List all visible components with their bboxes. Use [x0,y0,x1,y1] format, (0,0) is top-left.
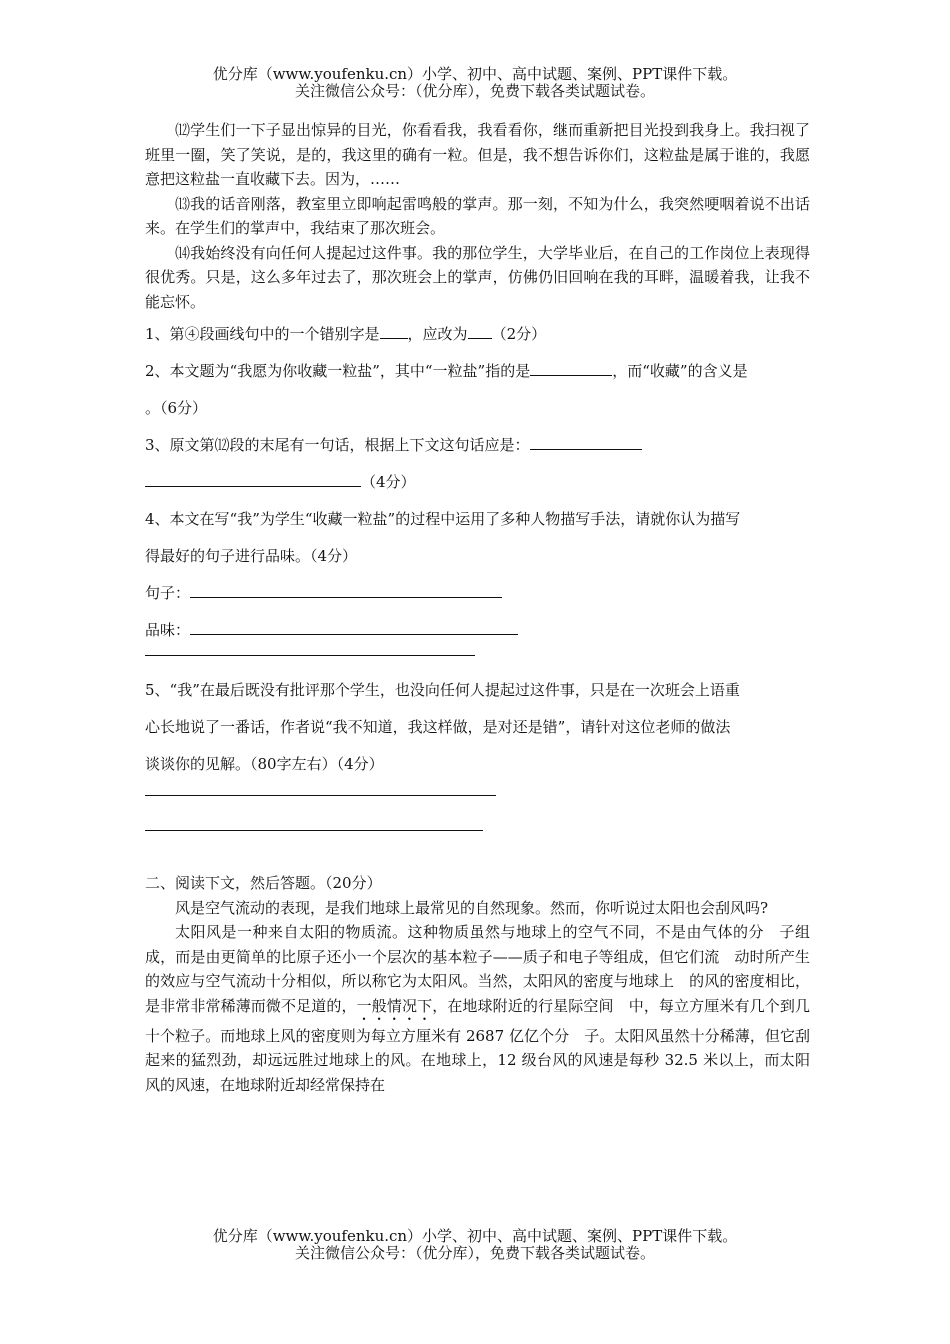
footer-line-2: 关注微信公众号：（优分库），免费下载各类试题试卷。 [294,1244,655,1262]
page-footer [0,1228,950,1262]
question-1-text-a: 1、第④段画线句中的一个错别字是 [145,325,380,343]
answer-blank-3b[interactable] [145,470,361,487]
section-2-paragraph-1: 风是空气流动的表现，是我们地球上最常见的自然现象。然而，你听说过太阳也会刮风吗? [175,898,769,917]
question-3 [145,427,810,501]
paragraph-14: ⒁我始终没有向任何人提起过这件事。我的那位学生，大学毕业后，在自己的工作岗位上表现得很优秀。只是，这么多年过去了，那次班会上的掌声，仿佛仍旧回响在我的耳畔，温暖着我，让我不能忘怀。 [145,243,810,311]
answer-blank-1b[interactable] [468,322,492,339]
footer-line-1: 优分库（www.youfenku.cn）小学、初中、高中试题、案例、PPT课件下载。 [212,1227,738,1245]
question-2-score: 。（6分） [145,399,208,417]
taste-answer-blank[interactable] [190,618,518,635]
paragraph-13: ⒀我的话音刚落，教室里立即响起雷鸣般的掌声。那一刻，不知为什么，我突然哽咽着说不出话来。在学生们的掌声中，我结束了那次班会。 [145,194,810,237]
question-5-text-a: 5、“我”在最后既没有批评那个学生，也没向任何人提起过这件事，只是在一次班会上语重 [145,681,740,699]
paragraph-12: ⑿学生们一下子显出惊异的目光，你看看我，我看看你，继而重新把目光投到我身上。我扫视了班里一圈，笑了笑说，是的，我这里的确有一粒。但是，我不想告诉你们，这粒盐是属于谁的，我愿意把这粒盐一直收藏下去。因为，…… [145,121,810,188]
question-4-text-a: 4、本文在写“我”为学生“收藏一粒盐”的过程中运用了多种人物描写手法，请就你认为描写 [145,510,741,528]
section-2-paragraph-2: 太阳风是一种来自太阳的物质流。这种物质虽然与地球上的空气不同，不是由气体的分 子组成，而是由更简单的比原子还小一个层次的基本粒子——质子和电子等组成，但它们流 动时所产生的效应与空气流动十分相似，所以称它为太阳风。当然，太阳风的密度与地球上 的风的密度相比，是非常非常稀薄而微不足道的，一般情况下，在地球附近的行星际空间 中，每立方厘米有几个到几十个粒子。而地球上风的密度则为每立方厘米有 2687 亿亿个分 子。太阳风虽然十分稀薄，但它刮起来的猛烈劲，却远远胜过地球上的风。在地球上，12 级台风的风速是每秒 32.5 米以上，而太阳风的风速，在地球附近却经常保持在 [145,923,810,1094]
header-line-2: 关注微信公众号：（优分库），免费下载各类试题试卷。 [294,82,655,100]
question-2 [145,353,810,427]
sentence-answer-blank[interactable] [190,581,502,598]
page-header [0,66,950,100]
question-5-text-c: 谈谈你的见解。（80字左右）（4分） [145,755,384,773]
q5-answer-line-2[interactable] [145,830,483,831]
question-5-text-b: 心长地说了一番话，作者说“我不知道，我这样做，是对还是错”，请针对这位老师的做法 [145,718,731,736]
question-2-text-a: 2、本文题为“我愿为你收藏一粒盐”，其中“一粒盐”指的是 [145,362,531,380]
taste-answer-line-2[interactable] [145,655,475,656]
document-body [145,118,810,1097]
sentence-label: 句子： [145,584,191,602]
dotted-emphasis: 一般情况下 [356,996,433,1015]
section-2-title: 二、阅读下文，然后答题。（20分） [145,874,382,892]
answer-blank-1a[interactable] [380,322,408,339]
question-1-text-b: ，应改为 [407,325,468,343]
question-4-text-b: 得最好的句子进行品味。（4分） [145,547,358,565]
question-1-score: （2分） [491,325,547,343]
question-3-score: （4分） [361,473,416,491]
answer-blank-3a[interactable] [530,433,642,450]
question-4 [145,501,810,656]
question-3-text: 3、原文第⑿段的末尾有一句话，根据上下文这句话应是： [145,436,530,454]
question-5 [145,672,810,831]
answer-blank-2a[interactable] [530,359,612,376]
q5-answer-line-1[interactable] [145,795,496,796]
question-2-text-b: ，而“收藏”的含义是 [612,362,748,380]
question-1 [145,316,810,353]
section-2 [145,871,810,1097]
header-line-1: 优分库（www.youfenku.cn）小学、初中、高中试题、案例、PPT课件下载。 [212,65,738,83]
taste-label: 品味： [145,621,191,639]
